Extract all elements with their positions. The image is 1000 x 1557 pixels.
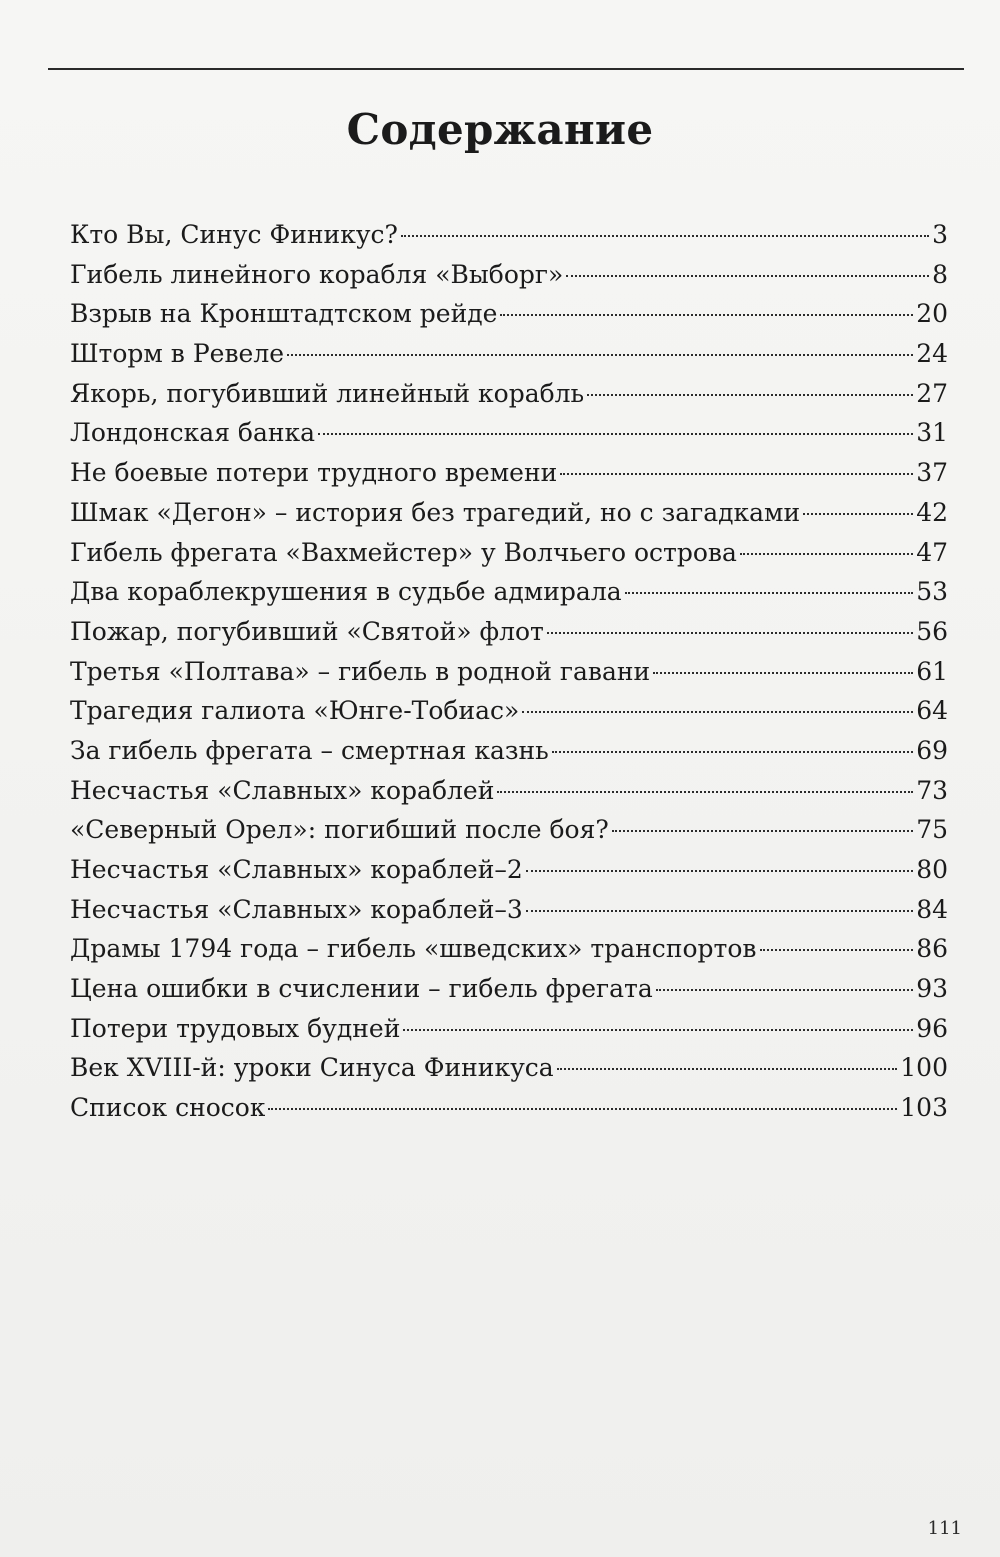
toc-entry-title: Несчастья «Славных» кораблей–2 bbox=[70, 855, 523, 884]
toc-entry bbox=[70, 374, 948, 414]
toc-entry-page: 24 bbox=[916, 339, 948, 369]
toc-entry bbox=[70, 612, 948, 652]
toc-entry-page: 64 bbox=[916, 696, 948, 726]
dot-leader bbox=[500, 314, 913, 316]
toc-entry-title: Третья «Полтава» – гибель в родной гавани bbox=[70, 656, 651, 686]
toc-entry-title: Кто Вы, Синус Финикус? bbox=[70, 220, 398, 249]
toc-entry bbox=[70, 731, 948, 771]
dot-leader bbox=[522, 711, 913, 713]
toc-entry-page: 96 bbox=[916, 1013, 948, 1043]
toc-entry-title: Гибель линейного корабля «Выборг» bbox=[70, 259, 564, 289]
toc-entry-title: Цена ошибки в счислении – гибель фрегата bbox=[70, 974, 653, 1004]
toc-entry-title: Не боевые потери трудного времени bbox=[70, 458, 558, 488]
toc-entry-title: Пожар, погубивший «Святой» флот bbox=[70, 616, 544, 646]
dot-leader bbox=[497, 791, 913, 793]
toc-entry-title: Гибель фрегата «Вахмейстер» у Волчьего острова bbox=[70, 537, 737, 567]
toc-entry-title: Трагедия галиота «Юнге-Тобиас» bbox=[70, 696, 520, 726]
toc-entry-title: Шторм в Ревеле bbox=[70, 339, 284, 369]
dot-leader bbox=[760, 949, 914, 951]
toc-entry-page: 100 bbox=[900, 1053, 948, 1083]
toc-entry-page: 69 bbox=[916, 735, 948, 765]
toc-entry bbox=[70, 929, 948, 969]
toc-entry bbox=[70, 771, 948, 811]
toc-entry bbox=[70, 255, 948, 295]
toc-entry bbox=[70, 691, 948, 731]
dot-leader bbox=[566, 275, 929, 277]
toc-entry-page: 47 bbox=[916, 537, 948, 567]
toc-entry bbox=[70, 493, 948, 533]
toc-entry bbox=[70, 1048, 948, 1088]
page-title: Содержание bbox=[346, 105, 654, 154]
dot-leader bbox=[268, 1108, 897, 1110]
toc-entry-page: 3 bbox=[932, 220, 948, 249]
toc-entry-page: 93 bbox=[916, 974, 948, 1004]
toc-entry-page: 42 bbox=[916, 497, 948, 527]
dot-leader bbox=[403, 1029, 913, 1031]
dot-leader bbox=[552, 751, 913, 753]
toc-entry bbox=[70, 215, 948, 255]
toc-entry-page: 53 bbox=[916, 577, 948, 607]
top-rule bbox=[48, 68, 964, 70]
toc-entry bbox=[70, 850, 948, 890]
toc-entry-title: Век XVIII-й: уроки Синуса Финикуса bbox=[70, 1053, 554, 1083]
toc-entry bbox=[70, 294, 948, 334]
toc-entry-page: 31 bbox=[916, 418, 948, 448]
toc-entry bbox=[70, 969, 948, 1009]
dot-leader bbox=[656, 989, 913, 991]
dot-leader bbox=[587, 394, 913, 396]
dot-leader bbox=[526, 870, 913, 872]
toc-entry bbox=[70, 1088, 948, 1128]
toc-entry-page: 80 bbox=[916, 855, 948, 884]
dot-leader bbox=[653, 672, 913, 674]
dot-leader bbox=[803, 513, 913, 515]
dot-leader bbox=[526, 910, 913, 912]
toc-entry bbox=[70, 533, 948, 573]
dot-leader bbox=[318, 433, 913, 435]
toc-entry-page: 20 bbox=[916, 299, 948, 329]
dot-leader bbox=[547, 632, 913, 634]
toc-entry-title: Несчастья «Славных» кораблей–3 bbox=[70, 894, 523, 924]
toc-entry-page: 56 bbox=[916, 616, 948, 646]
dot-leader bbox=[740, 553, 913, 555]
toc-entry bbox=[70, 413, 948, 453]
dot-leader bbox=[287, 354, 913, 356]
toc-entry-title: Два кораблекрушения в судьбе адмирала bbox=[70, 577, 622, 607]
toc-entry-page: 27 bbox=[916, 378, 948, 408]
toc-entry-title: Драмы 1794 года – гибель «шведских» транспортов bbox=[70, 934, 757, 964]
toc-entry-title: Взрыв на Кронштадтском рейде bbox=[70, 299, 498, 329]
toc-entry-title: Несчастья «Славных» кораблей bbox=[70, 775, 495, 805]
toc-entry-page: 84 bbox=[916, 894, 948, 924]
toc-entry bbox=[70, 572, 948, 612]
dot-leader bbox=[625, 592, 914, 594]
toc-entry-title: Шмак «Дегон» – история без трагедий, но с загадками bbox=[70, 497, 801, 527]
toc-entry-title: Список сносок bbox=[70, 1093, 266, 1123]
toc-entry bbox=[70, 652, 948, 692]
toc-entry-title: За гибель фрегата – смертная казнь bbox=[70, 735, 549, 765]
toc-entry-title: Потери трудовых будней bbox=[70, 1013, 401, 1043]
toc-entry-page: 86 bbox=[916, 934, 948, 964]
toc-entry-page: 37 bbox=[916, 458, 948, 488]
toc-entry-title: «Северный Орел»: погибший после боя? bbox=[70, 815, 609, 845]
toc-entry bbox=[70, 453, 948, 493]
toc-entry-page: 103 bbox=[900, 1093, 948, 1123]
toc-entry bbox=[70, 890, 948, 930]
toc-entry-page: 8 bbox=[932, 259, 948, 289]
toc-entry bbox=[70, 1009, 948, 1049]
toc-entry bbox=[70, 810, 948, 850]
dot-leader bbox=[560, 473, 913, 475]
dot-leader bbox=[612, 830, 913, 832]
toc-entry-page: 73 bbox=[916, 775, 948, 805]
toc-entry-page: 61 bbox=[916, 656, 948, 686]
toc-entry-page: 75 bbox=[916, 815, 948, 845]
dot-leader bbox=[557, 1068, 898, 1070]
dot-leader bbox=[401, 235, 929, 237]
page-number: 111 bbox=[927, 1518, 962, 1539]
toc-entry bbox=[70, 334, 948, 374]
toc-entry-title: Лондонская банка bbox=[70, 418, 316, 448]
table-of-contents bbox=[70, 215, 948, 1128]
toc-entry-title: Якорь, погубивший линейный корабль bbox=[70, 378, 585, 408]
